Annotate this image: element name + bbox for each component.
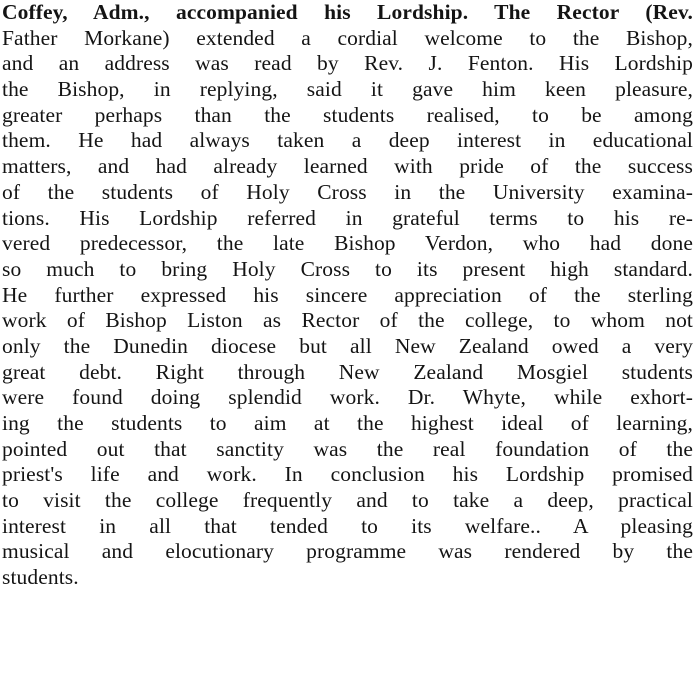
text-line: of the students of Holy Cross in the University examina- <box>2 179 693 204</box>
text-line: priest's life and work. In conclusion his Lordship promised <box>2 462 693 487</box>
text-line: and an address was read by Rev. J. Fenton. His Lordship <box>2 51 693 76</box>
text-line: the Bishop, in replying, said it gave him keen pleasure, <box>2 77 693 102</box>
article-text <box>2 0 693 591</box>
text-line: so much to bring Holy Cross to its present high standard. <box>2 256 693 281</box>
text-line: were found doing splendid work. Dr. Whyte, while exhort- <box>2 385 693 410</box>
text-line: tions. His Lordship referred in grateful terms to his re- <box>2 205 693 230</box>
text-line: work of Bishop Liston as Rector of the college, to whom not <box>2 308 693 333</box>
text-line: greater perhaps than the students realised, to be among <box>2 102 693 127</box>
text-line: students. <box>2 565 79 590</box>
text-line: musical and elocutionary programme was rendered by the <box>2 539 693 564</box>
text-line: them. He had always taken a deep interest in educational <box>2 128 693 153</box>
text-line: Father Morkane) extended a cordial welcome to the Bishop, <box>2 25 693 50</box>
text-line: pointed out that sanctity was the real foundation of the <box>2 436 693 461</box>
text-line: vered predecessor, the late Bishop Verdon, who had done <box>2 231 693 256</box>
text-line: interest in all that tended to its welfare.. A pleasing <box>2 513 693 538</box>
text-line: He further expressed his sincere appreciation of the sterling <box>2 282 693 307</box>
text-line: only the Dunedin diocese but all New Zealand owed a very <box>2 333 693 358</box>
text-line: great debt. Right through New Zealand Mosgiel students <box>2 359 693 384</box>
text-line: to visit the college frequently and to take a deep, practical <box>2 488 693 513</box>
text-line: ing the students to aim at the highest ideal of learning, <box>2 411 693 435</box>
text-line: Coffey, Adm., accompanied his Lordship. The Rector (Rev. <box>2 0 693 24</box>
text-line: matters, and had already learned with pride of the success <box>2 154 693 179</box>
